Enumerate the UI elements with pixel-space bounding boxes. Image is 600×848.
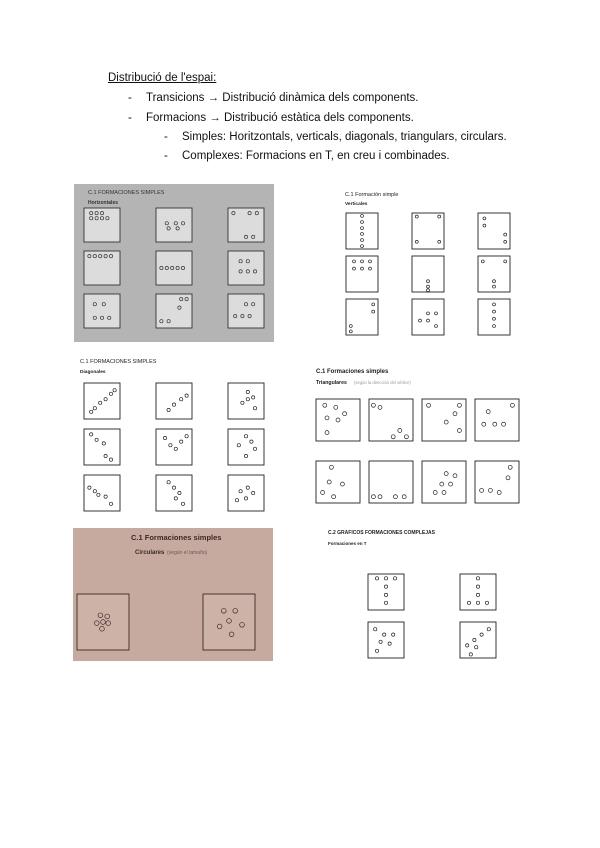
formation-box	[316, 461, 360, 503]
formation-box	[346, 299, 378, 335]
formation-box	[422, 399, 466, 441]
formation-box	[412, 256, 444, 292]
formation-box	[346, 256, 378, 292]
bullet-formacions: - Formacions → Distribució estàtica dels components.	[128, 112, 414, 124]
figure-subtitle: Verticales	[345, 202, 368, 207]
formation-box	[156, 475, 192, 511]
bullet-complexes: - Complexes: Formacions en T, en creu i combinades.	[164, 150, 450, 162]
formation-box	[412, 213, 444, 249]
formation-box	[77, 594, 129, 650]
formation-box	[84, 475, 120, 511]
figure-note: (según la dirección del vértice)	[354, 380, 411, 385]
figure-subtitle: Circulares	[135, 550, 165, 556]
formation-box	[368, 622, 404, 658]
formation-box	[460, 622, 496, 658]
formation-box	[156, 383, 192, 419]
bullet-simples: - Simples: Horitzontals, verticals, diagonals, triangulars, circulars.	[164, 131, 507, 143]
bullet-transicions: - Transicions → Distribució dinàmica dels components.	[128, 92, 419, 104]
figure-subtitle: Formaciones en T	[328, 541, 367, 546]
formation-box	[228, 475, 264, 511]
formation-box	[422, 461, 466, 503]
formation-box	[228, 294, 264, 328]
figure-title: C.1 FORMACIONES SIMPLES	[80, 359, 157, 365]
figure-circulars	[73, 528, 273, 661]
figure-complexes	[320, 526, 532, 670]
formation-box	[228, 383, 264, 419]
figure-triangulars	[310, 365, 528, 515]
figure-title: C.1 FORMACIONES SIMPLES	[88, 190, 165, 196]
figure-horizontals-diagram	[74, 184, 274, 342]
figure-subtitle: Diagonales	[80, 370, 106, 375]
figure-subtitle: Horizontales	[88, 200, 119, 206]
formation-box	[346, 213, 378, 249]
formation-box	[475, 399, 519, 441]
figure-title: C.1 Formación simple	[345, 192, 399, 198]
figure-diagonals	[76, 355, 276, 517]
formation-box	[203, 594, 255, 650]
formation-box	[478, 299, 510, 335]
formation-box	[84, 294, 120, 328]
figure-verticals	[340, 185, 530, 340]
figure-title: C.1 Formaciones simples	[131, 533, 222, 542]
figure-subtitle: Triangulares	[316, 380, 347, 386]
formation-box	[478, 256, 510, 292]
formation-box	[156, 208, 192, 242]
figure-diagonals-diagram	[76, 355, 276, 517]
figure-title: C.1 Formaciones simples	[316, 369, 389, 375]
heading: Distribució de l'espai:	[108, 72, 217, 84]
figure-note: (según el tamaño)	[167, 550, 208, 556]
formation-box	[228, 251, 264, 285]
figure-title: C.2 GRAFICOS FORMACIONES COMPLEJAS	[328, 530, 435, 536]
figure-horizontals	[74, 184, 274, 342]
figure-verticals-diagram	[340, 185, 530, 340]
figure-triangulars-diagram	[310, 365, 528, 515]
figure-circulars-diagram	[73, 528, 273, 661]
formation-box	[412, 299, 444, 335]
figure-complexes-diagram	[320, 526, 532, 670]
